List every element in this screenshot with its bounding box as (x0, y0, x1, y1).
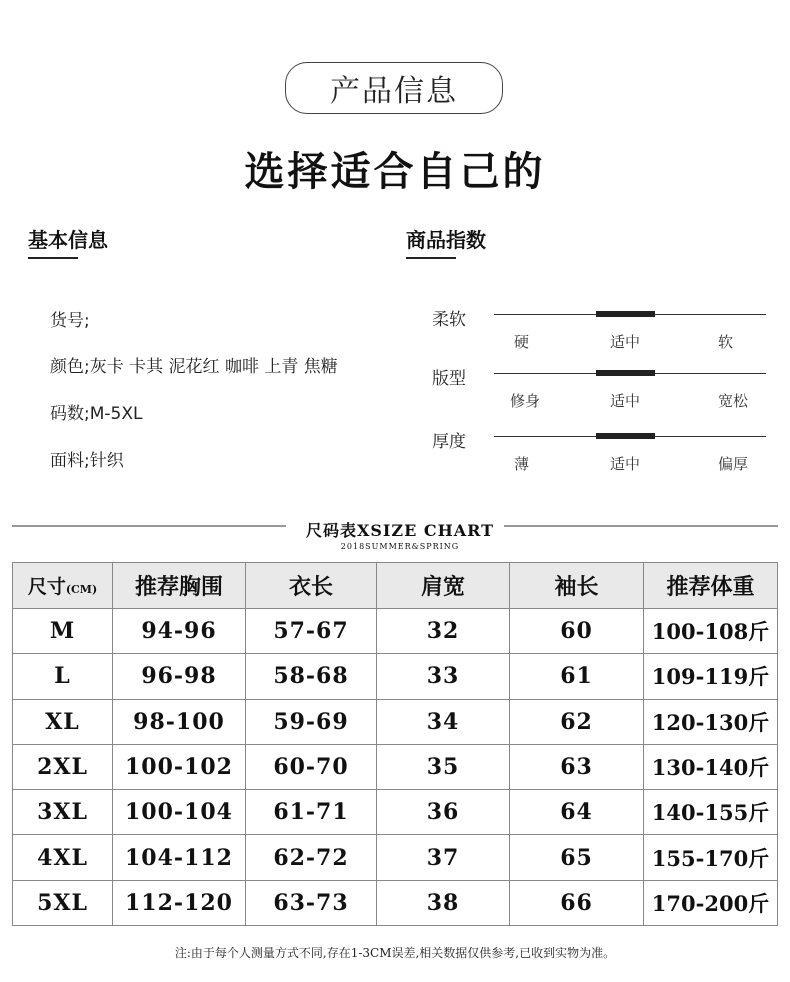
scale-option: 硬 (514, 333, 530, 351)
cell-weight: 130-140斤 (644, 744, 778, 789)
cell-bust: 94-96 (113, 609, 246, 654)
info-item-sku: 货号; (50, 311, 90, 331)
scale-option: 修身 (510, 392, 541, 410)
col-header-shoulder: 肩宽 (377, 563, 510, 609)
product-index-underline (406, 257, 456, 259)
basic-info-heading: 基本信息 (28, 228, 108, 252)
scale-option: 适中 (610, 455, 641, 473)
col-header-bust: 推荐胸围 (113, 563, 246, 609)
cell-shoulder: 37 (377, 835, 510, 880)
cell-length: 57-67 (246, 609, 377, 654)
cell-shoulder: 33 (377, 654, 510, 699)
cell-bust: 98-100 (113, 699, 246, 744)
col-header-weight: 推荐体重 (644, 563, 778, 609)
col-header-sleeve: 袖长 (510, 563, 644, 609)
footnote: 注:由于每个人测量方式不同,存在1-3CM误差,相关数据仅供参考,已收到实物为准。 (174, 946, 616, 960)
cell-sleeve: 64 (510, 790, 644, 835)
cell-weight: 140-155斤 (644, 790, 778, 835)
cell-sleeve: 66 (510, 880, 644, 925)
cell-weight: 120-130斤 (644, 699, 778, 744)
cell-length: 59-69 (246, 699, 377, 744)
cell-weight: 100-108斤 (644, 609, 778, 654)
table-row (13, 835, 778, 880)
scale-option: 宽松 (718, 392, 749, 410)
table-row (13, 790, 778, 835)
scale-label-thickness: 厚度 (432, 432, 466, 452)
page-title: 选择适合自己的 (244, 148, 546, 195)
info-item-color: 颜色;灰卡 卡其 泥花红 咖啡 上青 焦糖 (50, 357, 338, 377)
table-row (13, 609, 778, 654)
size-chart-title: 尺码表XSIZE CHART (305, 521, 495, 540)
cell-weight: 155-170斤 (644, 835, 778, 880)
cell-length: 61-71 (246, 790, 377, 835)
scale-marker-thickness (596, 433, 655, 439)
cell-shoulder: 32 (377, 609, 510, 654)
table-row (13, 699, 778, 744)
scale-label-fit: 版型 (432, 369, 466, 389)
size-chart-subtitle: 2018SUMMER&SPRING (340, 542, 460, 551)
table-row (13, 654, 778, 699)
cell-bust: 112-120 (113, 880, 246, 925)
scale-option: 薄 (514, 455, 530, 473)
scale-marker-fit (596, 370, 655, 376)
cell-shoulder: 36 (377, 790, 510, 835)
cell-length: 58-68 (246, 654, 377, 699)
basic-info-underline (28, 257, 78, 259)
info-item-size: 码数;M-5XL (50, 404, 143, 424)
cell-size: 4XL (13, 835, 113, 880)
cell-sleeve: 63 (510, 744, 644, 789)
cell-length: 63-73 (246, 880, 377, 925)
cell-shoulder: 35 (377, 744, 510, 789)
cell-bust: 100-104 (113, 790, 246, 835)
col-header-size: 尺寸(CM) (13, 563, 113, 609)
cell-size: 5XL (13, 880, 113, 925)
chart-rule-right (504, 525, 778, 527)
cell-sleeve: 60 (510, 609, 644, 654)
cell-bust: 96-98 (113, 654, 246, 699)
cell-sleeve: 61 (510, 654, 644, 699)
scale-option: 偏厚 (718, 455, 749, 473)
cell-shoulder: 38 (377, 880, 510, 925)
cell-sleeve: 62 (510, 699, 644, 744)
scale-option: 适中 (610, 392, 641, 410)
cell-shoulder: 34 (377, 699, 510, 744)
size-chart-header-row (13, 563, 778, 609)
table-row (13, 744, 778, 789)
info-item-fabric: 面料;针织 (50, 451, 124, 471)
cell-size: L (13, 654, 113, 699)
cell-sleeve: 65 (510, 835, 644, 880)
cell-bust: 104-112 (113, 835, 246, 880)
scale-option: 适中 (610, 333, 641, 351)
scale-label-softness: 柔软 (432, 310, 466, 330)
cell-size: 3XL (13, 790, 113, 835)
table-row (13, 880, 778, 925)
size-chart-table (12, 562, 778, 926)
cell-bust: 100-102 (113, 744, 246, 789)
cell-weight: 170-200斤 (644, 880, 778, 925)
chart-rule-left (12, 525, 286, 527)
scale-option: 软 (718, 333, 734, 351)
cell-weight: 109-119斤 (644, 654, 778, 699)
cell-size: 2XL (13, 744, 113, 789)
product-index-heading: 商品指数 (406, 228, 486, 252)
cell-size: M (13, 609, 113, 654)
product-info-badge: 产品信息 (285, 62, 503, 114)
cell-length: 62-72 (246, 835, 377, 880)
cell-size: XL (13, 699, 113, 744)
col-header-length: 衣长 (246, 563, 377, 609)
cell-length: 60-70 (246, 744, 377, 789)
scale-marker-softness (596, 311, 655, 317)
